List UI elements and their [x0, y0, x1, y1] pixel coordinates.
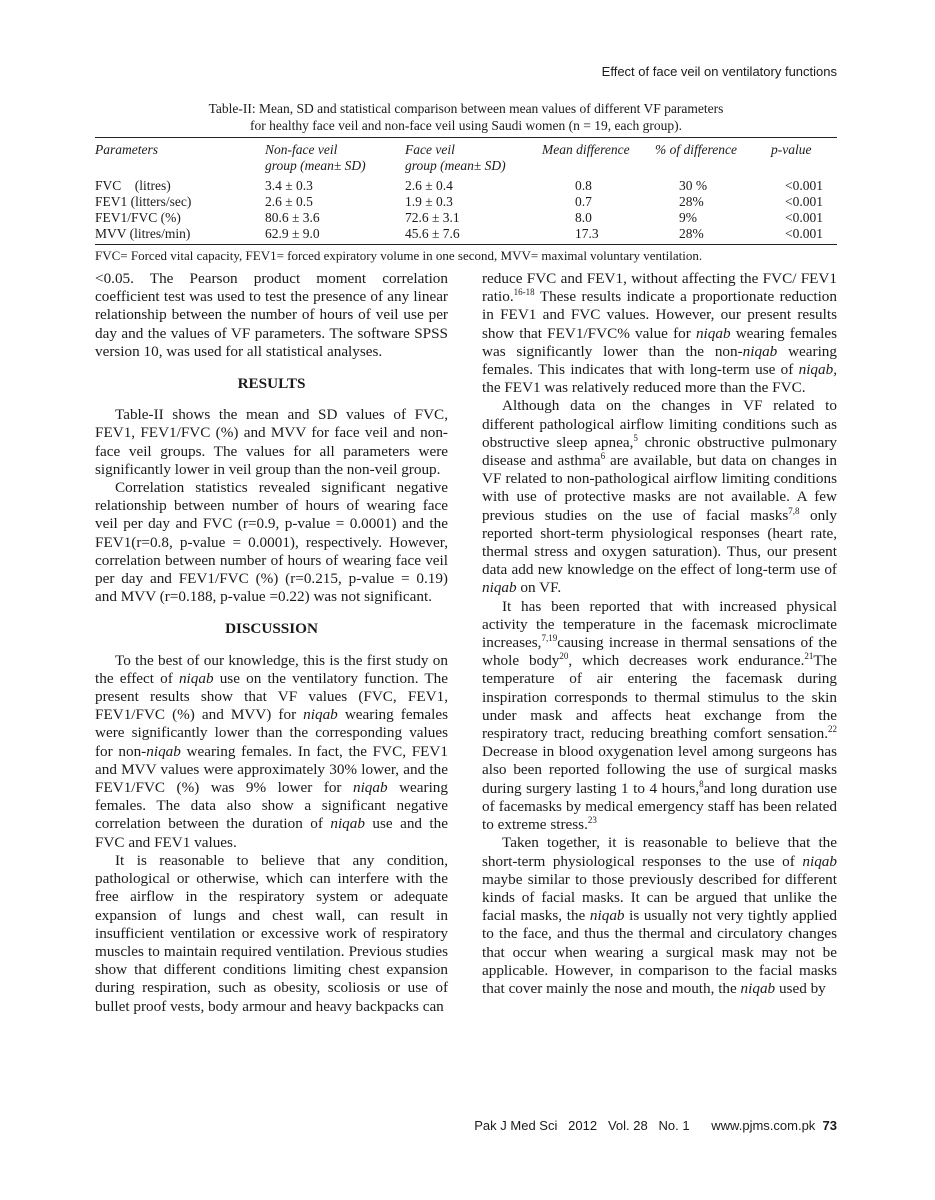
left-column	[95, 270, 448, 1016]
cell: 3.4 ± 0.3	[265, 178, 313, 193]
header-face-veil: Face veil group (mean± SD)	[405, 142, 506, 173]
cell: 8.0	[575, 210, 592, 225]
cell: 30 %	[679, 178, 708, 193]
cell: 0.8	[575, 178, 592, 193]
data-table	[95, 138, 837, 242]
footer-citation: Pak J Med Sci 2012 Vol. 28 No. 1 www.pjms.com.pk	[474, 1118, 823, 1133]
table-caption-line-1: Table-II: Mean, SD and statistical comparison between mean values of different VF parameters	[208, 101, 724, 116]
heading-results: RESULTS	[237, 375, 306, 393]
cell: 80.6 ± 3.6	[265, 210, 320, 225]
cell: 2.6 ± 0.4	[405, 178, 453, 193]
paragraph: To the best of our knowledge, this is the first study on the effect of niqab use on the ventilatory function. The present results show that VF values (FVC, FEV1, FEV1/FVC (%) and MVV) for niqab wearing females were significantly lower than the corresponding values for non-niqab wearing females. In fact, the FVC, FEV1 and MVV values were approximately 30% lower, and the FEV1/FVC (%) was 9% lower for niqab wearing females. The data also show a significant negative correlation between the duration of niqab use and the FVC and FEV1 values.	[95, 651, 449, 851]
cell: 17.3	[575, 226, 599, 241]
cell: <0.001	[785, 226, 823, 241]
cell: 45.6 ± 7.6	[405, 226, 460, 241]
table-row	[95, 194, 837, 210]
paragraph: Taken together, it is reasonable to believe that the short-term physiological responses to the use of niqab maybe similar to those previously described for different kinds of facial masks. It can be argued that unlike the facial masks, the niqab is usually not very tightly applied to the face, and thus the thermal and circulatory changes that occur when wearing a surgical mask may not be applicable. However, in comparison to the facial masks that cover mainly the nose and mouth, the niqab used by	[482, 834, 837, 997]
cell: 72.6 ± 3.1	[405, 210, 460, 225]
page-number: 73	[822, 1118, 837, 1133]
paragraph: reduce FVC and FEV1, without affecting the FVC/ FEV1 ratio.$^{16-18}$ These results indicate a proportionate reduction in FEV1 and FVC values. However, our present results show that FEV1/FVC% value for niqab wearing females was significantly lower than the non-niqab wearing females. This indicates that with long-term use of niqab, the FEV1 was relatively reduced more than the FVC.	[482, 270, 838, 397]
header-mean-difference: Mean difference	[542, 142, 630, 157]
table-row	[95, 226, 837, 242]
cell: 9%	[679, 210, 697, 225]
header-parameters: Parameters	[95, 142, 158, 157]
paragraph: Although data on the changes in VF related to different pathological airflow limiting conditions such as obstructive sleep apnea,$^5$ chronic obstructive pulmonary disease and asthma$^6$ are available, but data on changes in VF related to non-pathological airflow limiting conditions with use of protective masks are not available. A few previous studies on the use of facial masks$^{7,8}$ only reported short-term physiological responses (heart rate, thermal stress and oxygen saturation). Thus, our present data add new knowledge on the effect of long-term use of niqab on VF.	[482, 397, 838, 597]
cell: 2.6 ± 0.5	[265, 194, 313, 209]
cell: 28%	[679, 226, 704, 241]
header-percent-difference: % of difference	[655, 142, 737, 157]
header-non-face-veil: Non-face veil group (mean± SD)	[265, 142, 366, 173]
table-bottom-rule	[95, 244, 837, 245]
cell: FEV1/FVC (%)	[95, 210, 181, 225]
paragraph: It is reasonable to believe that any condition, pathological or otherwise, which can interfere with the free airflow in the respiratory system or adequate expansion of lungs and chest wall, can result in insufficient ventilation or excessive work of respiratory muscles to maintain required ventilation. Previous studies show that different conditions limiting chest expansion during respiration, such as obesity, scoliosis or use of bullet proof vests, body armour and heavy backpacks can	[95, 851, 448, 1015]
cell: <0.001	[785, 178, 823, 193]
cell: 28%	[679, 194, 704, 209]
paragraph: <0.05. The Pearson product moment correlation coefficient test was used to test the presence of any linear relationship between the number of hours of veil use per day and the values of VF parameters. The software SPSS version 10, was used for all statistical analyses.	[95, 270, 448, 360]
cell: 62.9 ± 9.0	[265, 226, 320, 241]
page-footer	[474, 1118, 837, 1133]
table-row	[95, 178, 837, 194]
header-p-value: p-value	[771, 142, 812, 157]
paragraph: Table-II shows the mean and SD values of FVC, FEV1, FEV1/FVC (%) and MVV for face veil and non-face veil groups. The values for all parameters were significantly lower in veil group than the non-veil group.	[95, 406, 448, 478]
paragraph: Correlation statistics revealed significant negative relationship between number of hours of wearing face veil per day and FVC (r=0.9, p-value = 0.0001) and the FEV1(r=0.8, p-value = 0.0001), respectively. However, correlation between number of hours of wearing face veil per day and FEV1/FVC (%) (r=0.215, p-value = 0.19) and MVV (r=0.188, p-value =0.22) was not significant.	[95, 479, 448, 606]
cell: FVC (litres)	[95, 178, 171, 193]
right-column	[482, 270, 837, 998]
cell: <0.001	[785, 210, 823, 225]
table-footnote: FVC= Forced vital capacity, FEV1= forced expiratory volume in one second, MVV= maximal voluntary ventilation.	[95, 248, 703, 263]
table-row	[95, 210, 837, 226]
cell: 1.9 ± 0.3	[405, 194, 453, 209]
cell: FEV1 (litters/sec)	[95, 194, 192, 209]
table-header-row	[95, 138, 837, 174]
cell: MVV (litres/min)	[95, 226, 191, 241]
running-head: Effect of face veil on ventilatory functions	[601, 64, 837, 79]
table-caption-line-2: for healthy face veil and non-face veil using Saudi women (n = 19, each group).	[250, 118, 682, 133]
cell: 0.7	[575, 194, 592, 209]
paragraph: It has been reported that with increased physical activity the temperature in the facemask microclimate increases,$^{7,19}$causing increase in thermal sensations of the whole body$^{20}$, which decreases work endurance.$^{21}$The temperature of air entering the facemask during inspiration corresponds to thermal stimulus to the skin under mask and affects heat exchange from the respiratory tract, reducing breathing comfort sensation.$^{22}$ Decrease in blood oxygenation level among surgeons has also been reported following the use of surgical masks during surgery lasting 1 to 4 hours,$^8$and long duration use of facemasks by medical emergency staff has been related to extreme stress.$^{23}$	[482, 597, 837, 834]
cell: <0.001	[785, 194, 823, 209]
table-ii	[95, 100, 837, 264]
heading-discussion: DISCUSSION	[225, 620, 318, 638]
table-caption	[95, 100, 837, 134]
